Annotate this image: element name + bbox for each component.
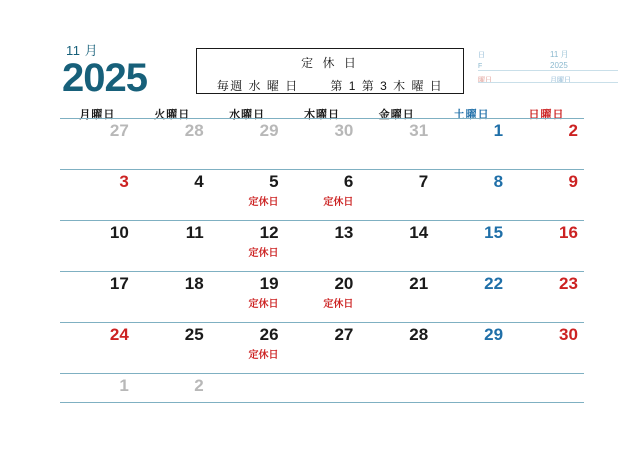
weekday-monday: 月曜日 [79, 109, 116, 121]
day-number: 5 [269, 172, 279, 191]
weekday-tuesday: 火曜日 [154, 109, 191, 121]
week-row [60, 322, 584, 373]
day-number: 17 [109, 274, 129, 293]
day-cell[interactable] [509, 272, 584, 322]
day-number: 29 [484, 325, 504, 344]
weekday-wednesday: 水曜日 [229, 109, 266, 121]
day-number: 2 [568, 121, 578, 140]
mini-calendar-rule-2 [478, 82, 618, 83]
day-number: 23 [558, 274, 578, 293]
day-number: 3 [119, 172, 129, 191]
day-number: 28 [409, 325, 429, 344]
note-subtitle [197, 77, 463, 94]
day-cell[interactable] [135, 323, 210, 373]
day-number: 16 [558, 223, 578, 242]
day-number: 27 [109, 121, 129, 140]
mini-calendar-rule-1 [478, 70, 618, 71]
day-cell[interactable] [509, 323, 584, 373]
day-number: 2 [194, 376, 204, 395]
day-cell[interactable] [359, 323, 434, 373]
day-cell[interactable] [210, 272, 285, 322]
day-cell[interactable] [509, 170, 584, 220]
mini-row1-left: 日 [478, 52, 485, 59]
day-cell[interactable] [359, 119, 434, 169]
day-cell[interactable] [285, 221, 360, 271]
day-cell[interactable] [135, 221, 210, 271]
day-cell[interactable] [135, 272, 210, 322]
day-number: 6 [343, 172, 354, 191]
day-number: 27 [334, 325, 354, 344]
week-row [60, 220, 584, 271]
day-number: 12 [259, 223, 279, 242]
day-cell[interactable] [210, 170, 285, 220]
weekday-sunday: 日曜日 [528, 109, 565, 121]
weekday-friday: 金曜日 [378, 109, 415, 121]
day-number: 4 [194, 172, 204, 191]
day-cell[interactable] [434, 374, 509, 402]
day-number: 21 [409, 274, 429, 293]
year-label: 2025 [62, 56, 147, 100]
day-number: 14 [409, 223, 429, 242]
mini-row3-right: 月曜日 [550, 77, 571, 84]
calendar-grid [60, 118, 584, 403]
day-cell[interactable] [285, 374, 360, 402]
week-row [60, 271, 584, 322]
note-subtitle-right: 第 1 第 3 木 曜 日 [330, 79, 444, 93]
day-cell[interactable] [434, 323, 509, 373]
note-subtitle-left: 毎週 水 曜 日 [216, 79, 299, 93]
calendar-title-block [62, 44, 182, 100]
day-number: 30 [558, 325, 578, 344]
regular-holiday-note-box [196, 48, 464, 94]
day-cell[interactable] [60, 374, 135, 402]
day-cell[interactable] [434, 272, 509, 322]
day-cell[interactable] [509, 221, 584, 271]
day-cell[interactable] [434, 119, 509, 169]
day-cell[interactable] [285, 323, 360, 373]
day-number: 20 [334, 274, 354, 293]
day-cell[interactable] [60, 323, 135, 373]
day-cell[interactable] [210, 221, 285, 271]
day-number: 15 [484, 223, 504, 242]
weekday-thursday: 木曜日 [303, 109, 340, 121]
holiday-tag: 定休日 [323, 299, 354, 310]
holiday-tag: 定休日 [248, 197, 279, 208]
week-row [60, 373, 584, 403]
mini-year-label: 2025 [550, 61, 568, 70]
holiday-tag: 定休日 [323, 197, 354, 208]
day-number: 28 [184, 121, 204, 140]
day-cell[interactable] [60, 119, 135, 169]
day-number: 13 [334, 223, 354, 242]
day-cell[interactable] [285, 170, 360, 220]
day-number: 1 [119, 376, 129, 395]
mini-calendar [478, 50, 618, 94]
day-number: 19 [259, 274, 279, 293]
day-number: 18 [184, 274, 204, 293]
day-cell[interactable] [135, 119, 210, 169]
day-number: 25 [184, 325, 204, 344]
holiday-tag: 定休日 [248, 248, 279, 259]
day-cell[interactable] [509, 119, 584, 169]
mini-month-label: 11 月 [550, 50, 569, 59]
mini-row3-left: 曜日 [478, 77, 492, 84]
day-number: 10 [109, 223, 129, 242]
day-number: 9 [568, 172, 578, 191]
mini-calendar-row-3 [478, 76, 618, 86]
day-cell[interactable] [60, 170, 135, 220]
day-cell[interactable] [509, 374, 584, 402]
mini-calendar-row-1 [478, 50, 618, 61]
day-cell[interactable] [285, 119, 360, 169]
day-cell[interactable] [359, 374, 434, 402]
weekday-saturday: 土曜日 [453, 109, 490, 121]
day-cell[interactable] [210, 323, 285, 373]
day-cell[interactable] [434, 221, 509, 271]
day-cell[interactable] [135, 374, 210, 402]
day-cell[interactable] [210, 119, 285, 169]
day-cell[interactable] [434, 170, 509, 220]
day-cell[interactable] [210, 374, 285, 402]
day-number: 26 [259, 325, 279, 344]
day-number: 30 [334, 121, 354, 140]
day-cell[interactable] [359, 221, 434, 271]
day-number: 8 [493, 172, 504, 191]
week-row [60, 118, 584, 169]
day-cell[interactable] [359, 170, 434, 220]
month-label: 11 月 [66, 43, 99, 58]
day-number: 7 [418, 172, 429, 191]
day-number: 24 [109, 325, 129, 344]
day-number: 31 [409, 121, 429, 140]
week-row [60, 169, 584, 220]
mini-row2-left: F [478, 63, 483, 70]
note-title: 定 休 日 [301, 56, 359, 70]
day-cell[interactable] [135, 170, 210, 220]
day-number: 1 [493, 121, 504, 140]
day-cell[interactable] [60, 221, 135, 271]
holiday-tag: 定休日 [248, 350, 279, 361]
day-cell[interactable] [359, 272, 434, 322]
holiday-tag: 定休日 [248, 299, 279, 310]
day-number: 29 [259, 121, 279, 140]
day-number: 11 [185, 223, 204, 242]
day-cell[interactable] [285, 272, 360, 322]
day-cell[interactable] [60, 272, 135, 322]
day-number: 22 [484, 274, 504, 293]
